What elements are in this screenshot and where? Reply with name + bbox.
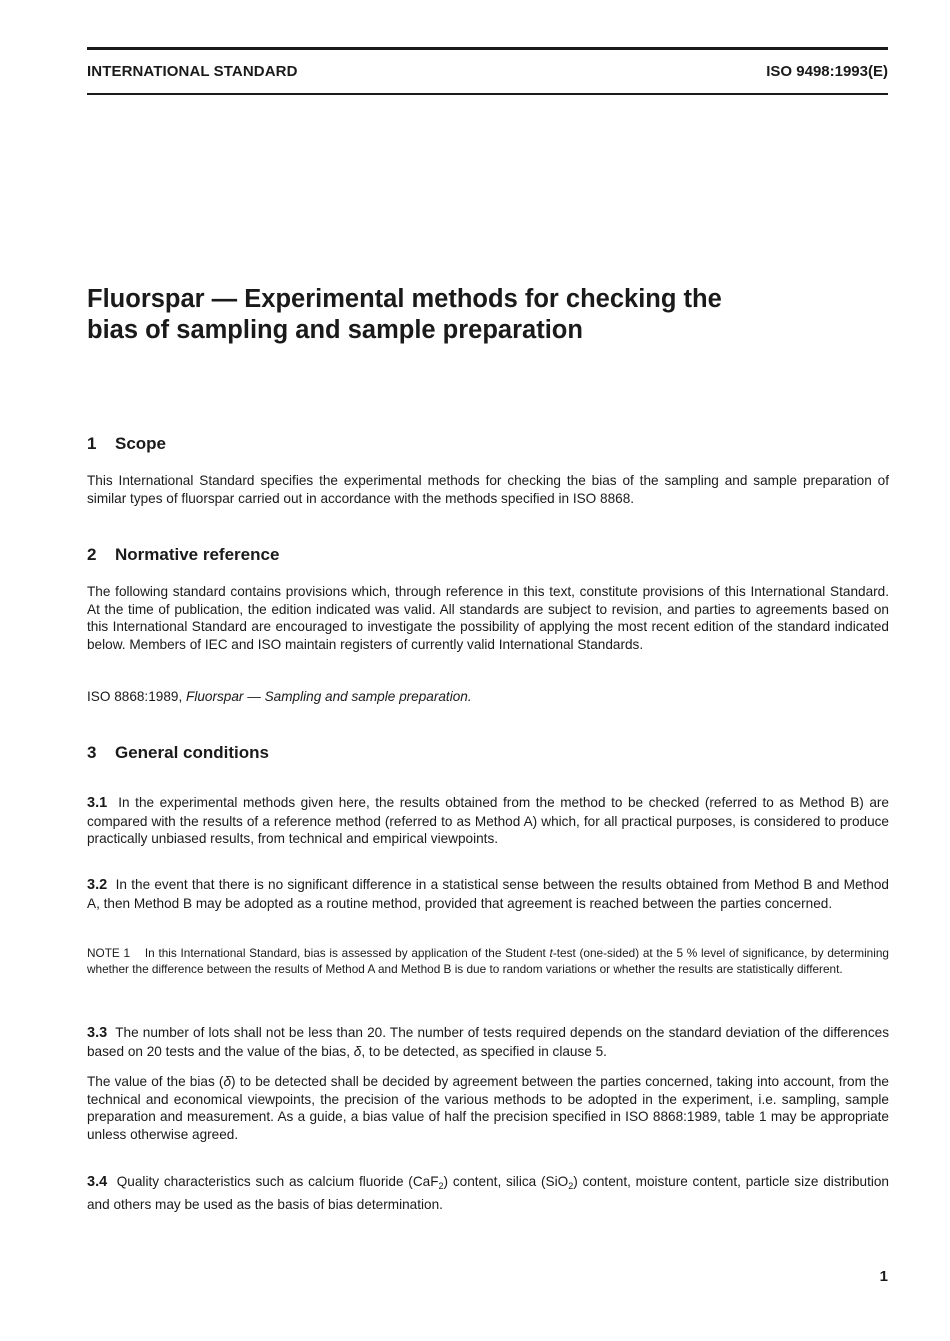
subscript: 2	[568, 1181, 574, 1191]
delta-symbol: δ	[223, 1074, 232, 1089]
clause-number: 3.4	[87, 1174, 108, 1190]
clause-number: 3.2	[87, 877, 108, 893]
clause-text-a: Quality characteristics such as calcium fluoride (CaF	[116, 1174, 439, 1189]
reference-code: ISO 8868:1989,	[87, 689, 183, 704]
section-number: 3	[87, 743, 97, 762]
clause-3-3	[87, 1024, 889, 1060]
section-number: 1	[87, 434, 97, 453]
section-3-heading	[87, 743, 269, 763]
header-rule-top	[87, 47, 888, 50]
clause-3-3-continued	[87, 1073, 889, 1143]
delta-symbol: δ	[353, 1043, 362, 1059]
note-label: NOTE 1	[87, 946, 131, 960]
clause-number: 3.3	[87, 1025, 108, 1041]
header-standard-label: INTERNATIONAL STANDARD	[87, 63, 298, 80]
clause-text-c: ) content, moisture content, particle size distribution and others may be used as the basis of bias determination.	[87, 1174, 889, 1212]
note-t-symbol: t	[549, 946, 553, 960]
subscript: 2	[438, 1181, 444, 1191]
section-2-heading	[87, 545, 279, 565]
reference-title: Fluorspar — Sampling and sample preparation.	[186, 689, 472, 704]
clause-text: In the event that there is no significant difference in a statistical sense between the results obtained from Method B and Method A, then Method B may be adopted as a routine method, provided that agreement is reached between the parties concerned.	[87, 877, 889, 911]
section-title: Normative reference	[115, 545, 280, 564]
clause-text-end: ) to be detected shall be decided by agreement between the parties concerned, taking into account, from the technical and economical viewpoints, the precision of the various methods to be adopted in the experiment, i.e. sampling, sample preparation and measurement. As a guide, a bias value of half the precision specified in ISO 8868:1989, table 1 may be appropriate unless otherwise agreed.	[87, 1074, 889, 1142]
section-1-heading	[87, 434, 166, 454]
normative-paragraph: The following standard contains provisions which, through reference in this text, constitute provisions of this International Standard. At the time of publication, the edition indicated was valid. All standards are subject to revision, and parties to agreements based on this International Standard are encouraged to investigate the possibility of applying the most recent edition of the standard indicated below. Members of IEC and ISO maintain registers of currently valid International Standards.	[87, 584, 889, 652]
section-title: General conditions	[115, 743, 269, 762]
page-number: 1	[879, 1268, 888, 1285]
header-document-number: ISO 9498:1993(E)	[766, 63, 888, 80]
scope-paragraph: This International Standard specifies the experimental methods for checking the bias of the sampling and sample preparation of similar types of fluorspar carried out in accordance with the methods specified in ISO 8868.	[87, 473, 889, 506]
note-text-end: -test (one-sided) at the 5 % level of significance, by determining whether the difference between the results of Method A and Method B is due to random variations or whether the results are statistically different.	[87, 946, 889, 976]
title-line-1: Fluorspar — Experimental methods for checking the	[87, 285, 722, 313]
section-title: Scope	[115, 434, 167, 453]
clause-number: 3.1	[87, 795, 108, 811]
clause-text-start: The value of the bias (	[87, 1074, 224, 1089]
header-rule-bottom	[87, 93, 888, 95]
clause-3-4	[87, 1173, 889, 1213]
note-text-start: In this International Standard, bias is assessed by application of the Student	[144, 946, 546, 960]
title-line-2: bias of sampling and sample preparation	[87, 316, 583, 344]
clause-3-1	[87, 794, 889, 848]
section-number: 2	[87, 545, 97, 564]
clause-text-start: The number of lots shall not be less than 20. The number of tests required depends on the standard deviation of the differences based on 20 tests and the value of the bias,	[87, 1025, 890, 1059]
clause-text-b: ) content, silica (SiO	[443, 1174, 569, 1189]
normative-reference-entry	[87, 688, 889, 706]
clause-text: In the experimental methods given here, the results obtained from the method to be checked (referred to as Method B) are compared with the results of a reference method (referred to as Method A) which, for all practical purposes, is considered to produce practically unbiased results, from technical and empirical viewpoints.	[87, 795, 889, 846]
note-1	[87, 946, 889, 977]
clause-3-2	[87, 876, 889, 912]
clause-text-end: , to be detected, as specified in clause 5.	[361, 1043, 607, 1059]
document-title	[87, 284, 887, 346]
